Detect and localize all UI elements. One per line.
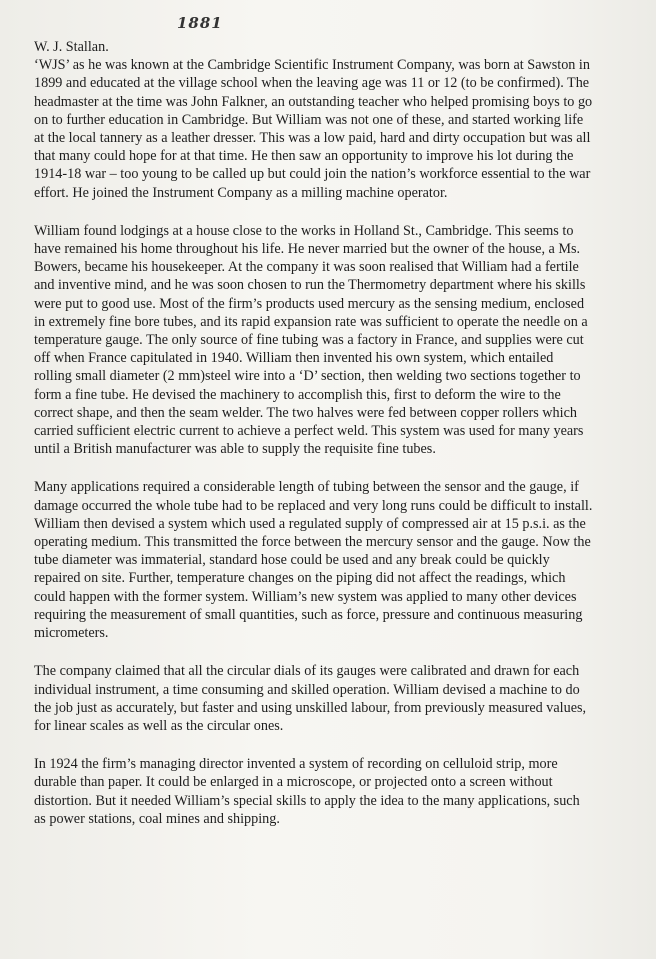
handwritten-year-annotation: 1881 (177, 14, 223, 32)
document-body (34, 38, 594, 848)
paragraph-early-life: ‘WJS’ as he was known at the Cambridge Scientific Instrument Company, was born at Sawston in 1899 and educated at the village school when the leaving age was 11 or 12 (to be confirmed). The headmaster at the time was John Falkner, an outstanding teacher who helped promising boys to go on to further education in Cambridge. But William was not one of these, and started working life at the local tannery as a leather dresser. This was a low paid, hard and dirty occupation but was all that many could hope for at that time. He then saw an opportunity to improve his lot during the 1914-18 war – too young to be called up but could join the nation’s workforce essential to the war effort. He joined the Instrument Company as a milling machine operator. (34, 57, 593, 201)
paragraph-celluloid: In 1924 the firm’s managing director invented a system of recording on celluloid strip, more durable than paper. It could be enlarged in a microscope, or projected onto a screen without distortion. But it needed William’s special skills to apply the idea to the many applications, such as power stations, coal mines and shipping. (34, 756, 580, 827)
paragraph-dials: The company claimed that all the circular dials of its gauges were calibrated and drawn for each individual instrument, a time consuming and skilled operation. William devised a machine to do the job just as accurately, but faster and using unskilled labour, from previously measured values, for linear scales as well as the circular ones. (34, 663, 587, 734)
paragraph-compressed-air: Many applications required a considerable length of tubing between the sensor and the gauge, if damage occurred the whole tube had to be replaced and very long runs could be difficult to install. William then devised a system which used a regulated supply of compressed air at 15 p.s.i. as the operating medium. This transmitted the force between the mercury sensor and the gauge. Now the tube diameter was immaterial, standard hose could be used and any break could be quickly repaired on site. Further, temperature changes on the piping did not affect the readings, which could happen with the former system. William’s new system was applied to many other devices requiring the measurement of small quantities, such as force, pressure and continuous measuring micrometers. (34, 479, 593, 642)
author-name: W. J. Stallan. (34, 39, 109, 55)
paragraph-thermometry: William found lodgings at a house close to the works in Holland St., Cambridge. This seems to have remained his home throughout his life. He never married but the owner of the house, a Ms. Bowers, became his housekeeper. At the company it was soon realised that William had a fertile and inventive mind, and he was soon chosen to run the Thermometry department where his skills were put to good use. Most of the firm’s products used mercury as the sensing medium, enclosed in extremely fine bore tubes, and its rapid expansion rate was sufficient to operate the needle on a temperature gauge. The only source of fine tubing was a factory in France, and supplies were cut off when France capitulated in 1940. William then invented his own system, which entailed rolling small diameter (2 mm)steel wire into a ‘D’ section, then welding two sections together to form a fine tube. He devised the machinery to accomplish this, first to deform the wire to the correct shape, and then the seam welder. The two halves were fed between copper rollers which carried sufficient electric current to achieve a perfect weld. This system was used for many years until a British manufacturer was able to supply the requisite fine tubes. (34, 222, 588, 458)
